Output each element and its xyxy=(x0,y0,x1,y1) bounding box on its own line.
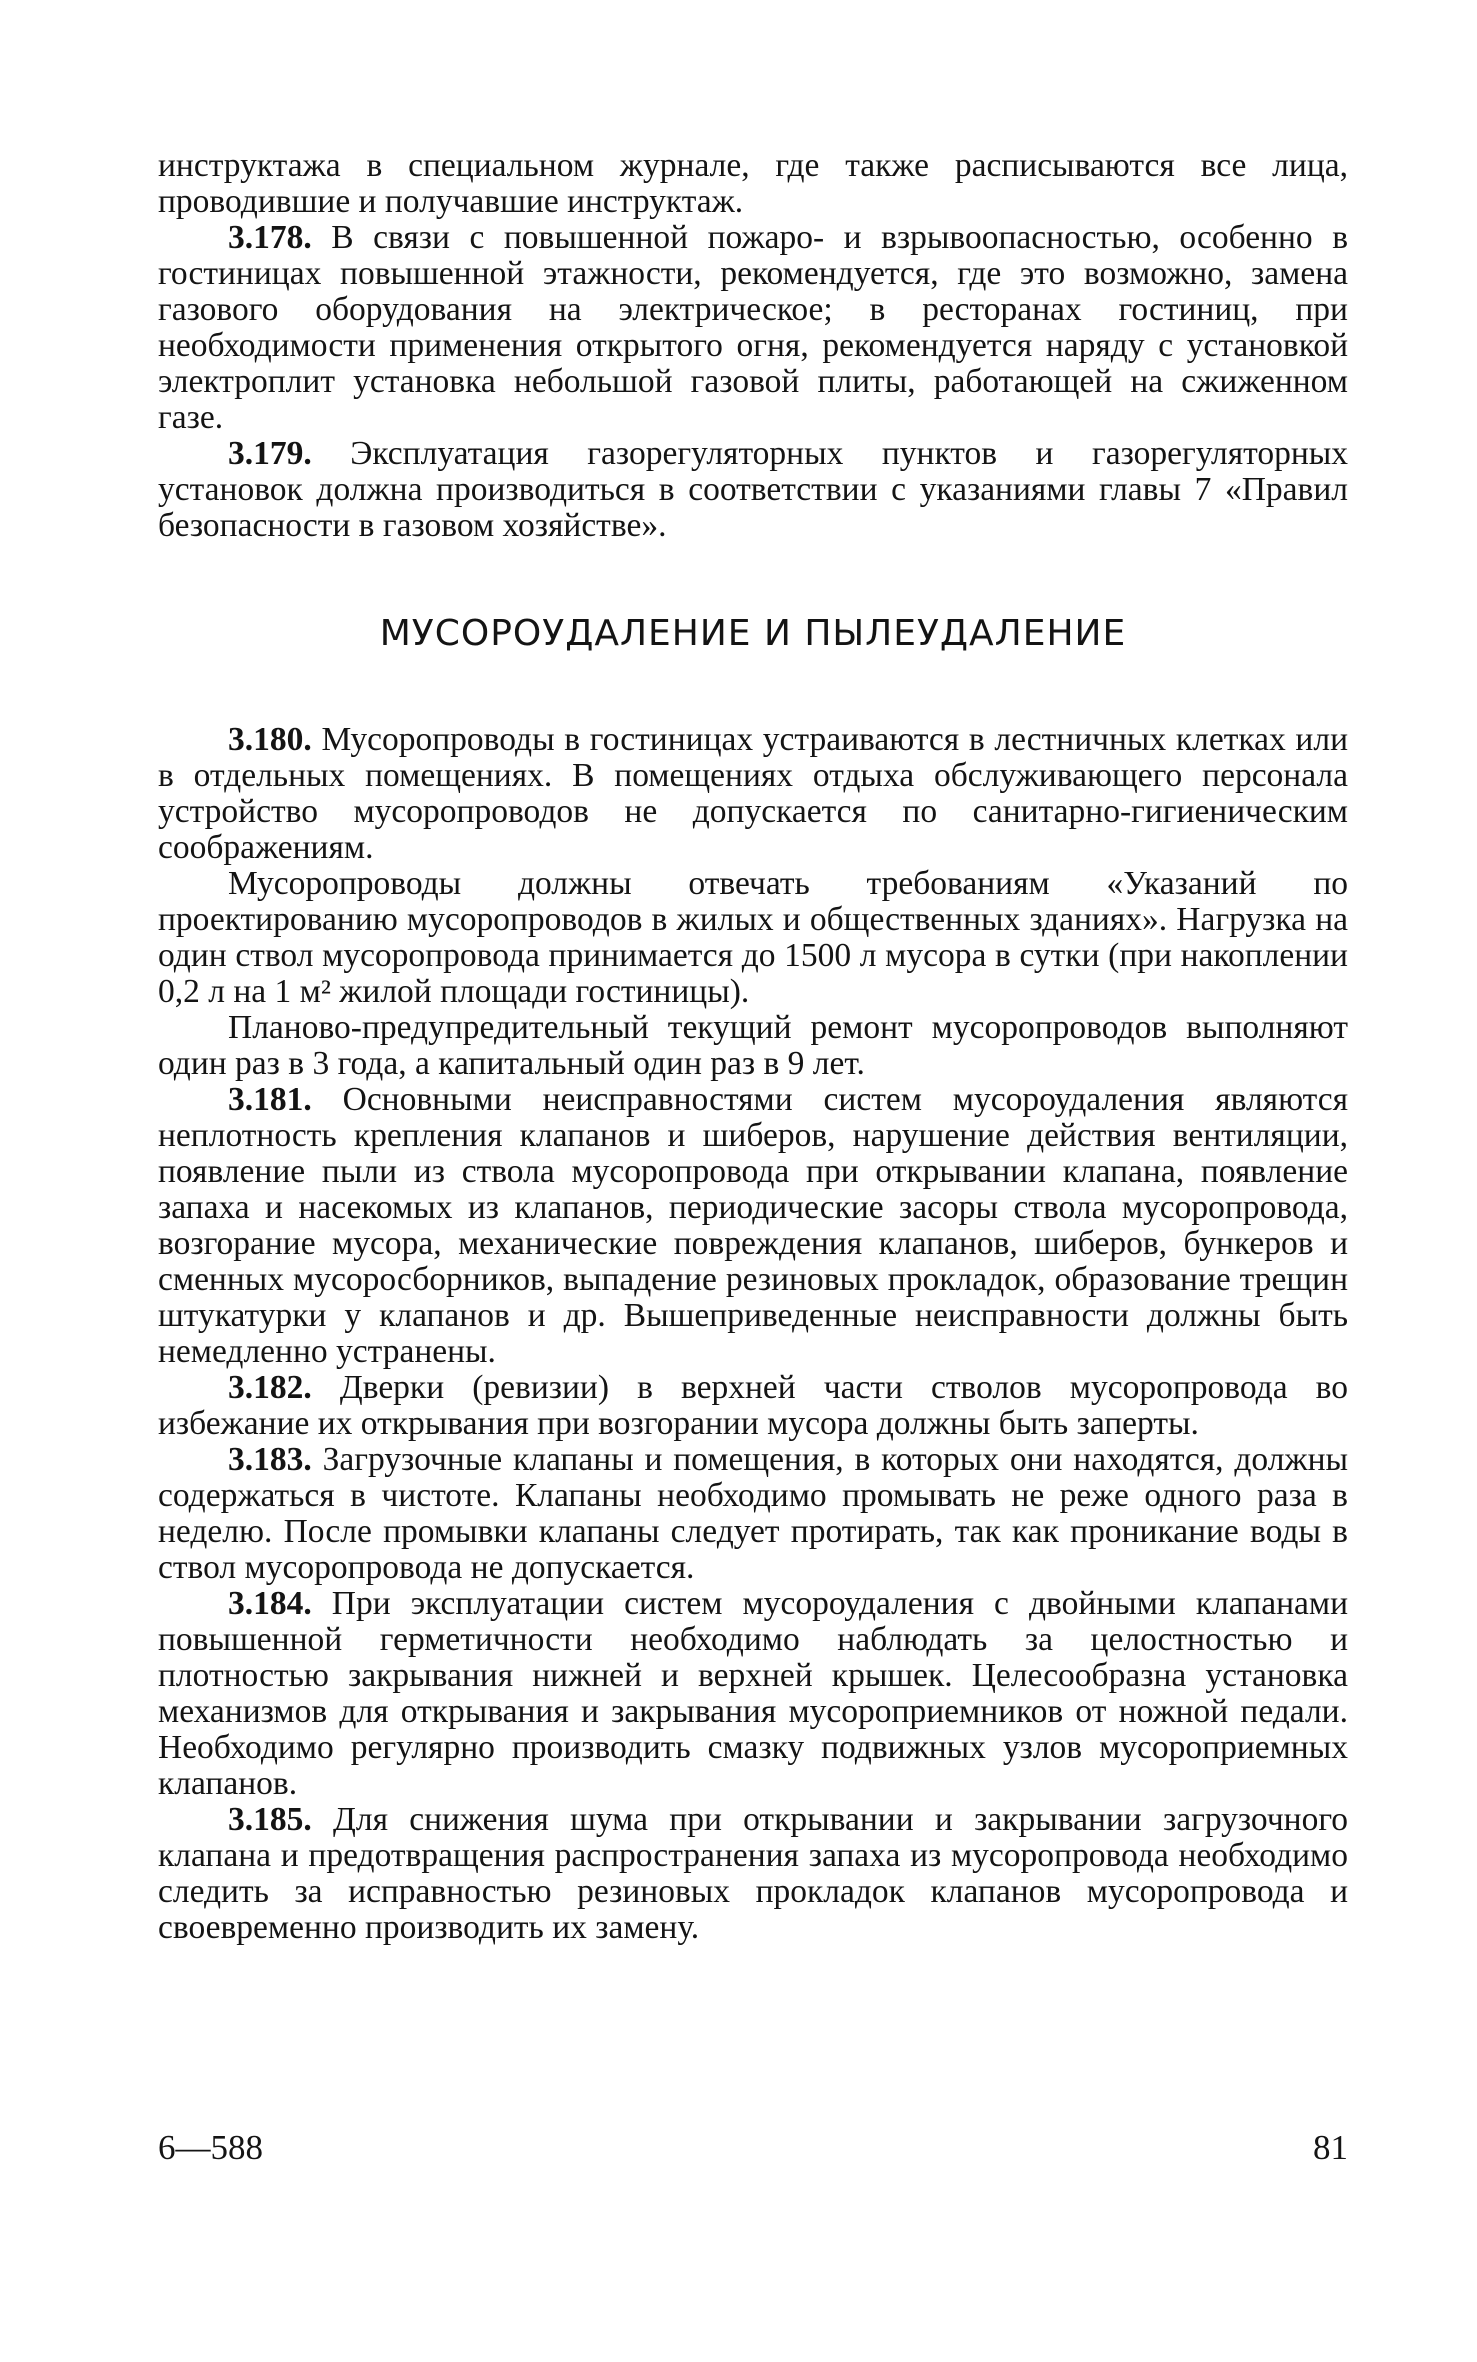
paragraph-3-181 xyxy=(158,1082,1348,1370)
paragraph-text: Планово-предупредительный текущий ремонт мусоропроводов выполняют один раз в 3 года, а капитальный один раз в 9 лет. xyxy=(158,1009,1348,1082)
paragraph-number: 3.180. xyxy=(228,721,312,758)
paragraph-text: При эксплуатации систем мусороудаления с двойными клапанами повышенной герметичности необходимо наблюдать за целостностью и плотностью закрывания нижней и верхней крышек. Целесообразна установка механизмов для открывания и закрывания мусороприемников от ножной педали. Необходимо регулярно производить смазку подвижных узлов мусороприемных клапанов. xyxy=(158,1585,1348,1802)
paragraph-text: Мусоропроводы в гостиницах устраиваются в лестничных клетках или в отдельных помещениях. В помещениях отдыха обслуживающего персонала устройство мусоропроводов не допускается по санитарно-гигиеническим соображениям. xyxy=(158,721,1348,866)
paragraph-text: Мусоропроводы должны отвечать требованиям «Указаний по проектированию мусоропроводов в жилых и общественных зданиях». Нагрузка на один ствол мусоропровода принимается до 1500 л мусора в сутки (при накоплении 0,2 л на 1 м² жилой площади гостиницы). xyxy=(158,865,1348,1010)
paragraph-3-179 xyxy=(158,436,1348,544)
paragraph-text: Для снижения шума при открывании и закрывании загрузочного клапана и предотвращения распространения запаха из мусоропровода необходимо следить за исправностью резиновых прокладок клапанов мусоропровода и своевременно производить их замену. xyxy=(158,1801,1348,1946)
paragraph-3-182 xyxy=(158,1370,1348,1442)
paragraph-number: 3.185. xyxy=(228,1801,312,1838)
page-number: 81 xyxy=(1313,2128,1348,2167)
paragraph-number: 3.184. xyxy=(228,1585,312,1622)
paragraph-text: Основными неисправностями систем мусороудаления являются неплотность крепления клапанов и шиберов, нарушение действия вентиляции, появление пыли из ствола мусоропровода при открывании клапана, появление запаха и насекомых из клапанов, периодические засоры ствола мусоропровода, возгорание мусора, механические повреждения клапанов, шиберов, бункеров и сменных мусоросборников, выпадение резиновых прокладок, образование трещин штукатурки у клапанов и др. Вышеприведенные неисправности должны быть немедленно устранены. xyxy=(158,1081,1348,1370)
paragraph-number: 3.182. xyxy=(228,1369,312,1406)
paragraph-maintenance-schedule xyxy=(158,1010,1348,1082)
paragraph-3-184 xyxy=(158,1586,1348,1802)
paragraph-continuation xyxy=(158,148,1348,220)
paragraph-3-180 xyxy=(158,722,1348,866)
paragraph-3-185 xyxy=(158,1802,1348,1946)
page-footer xyxy=(158,2128,1348,2168)
paragraph-text: Загрузочные клапаны и помещения, в которых они находятся, должны содержаться в чистоте. Клапаны необходимо промывать не реже одного раза в неделю. После промывки клапаны следует протирать, так как проникание воды в ствол мусоропровода не допускается. xyxy=(158,1441,1349,1586)
printer-signature: 6—588 xyxy=(158,2128,263,2167)
paragraph-number: 3.183. xyxy=(228,1441,312,1478)
paragraph-text: Эксплуатация газорегуляторных пунктов и газорегуляторных установок должна производиться в соответствии с указаниями главы 7 «Правил безопасности в газовом хозяйстве». xyxy=(158,435,1349,544)
paragraph-number: 3.179. xyxy=(228,435,312,472)
paragraph-text: Дверки (ревизии) в верхней части стволов мусоропровода во избежание их открывания при возгорании мусора должны быть заперты. xyxy=(158,1369,1349,1442)
paragraph-3-178 xyxy=(158,220,1348,436)
paragraph-number: 3.178. xyxy=(228,219,312,256)
paragraph-3-183 xyxy=(158,1442,1348,1586)
paragraph-chute-requirements xyxy=(158,866,1348,1010)
section-heading: МУСОРОУДАЛЕНИЕ И ПЫЛЕУДАЛЕНИЕ xyxy=(379,613,1127,654)
page-body xyxy=(158,148,1348,1946)
paragraph-number: 3.181. xyxy=(228,1081,312,1118)
paragraph-text: В связи с повышенной пожаро- и взрывоопасностью, особенно в гостиницах повышенной этажности, рекомендуется, где это возможно, замена газового оборудования на электрическое; в ресторанах гостиниц, при необходимости применения открытого огня, рекомендуется наряду с установкой электроплит установка небольшой газовой плиты, работающей на сжиженном газе. xyxy=(158,219,1349,436)
paragraph-text: инструктажа в специальном журнале, где также расписываются все лица, проводившие и получавшие инструктаж. xyxy=(158,147,1348,220)
